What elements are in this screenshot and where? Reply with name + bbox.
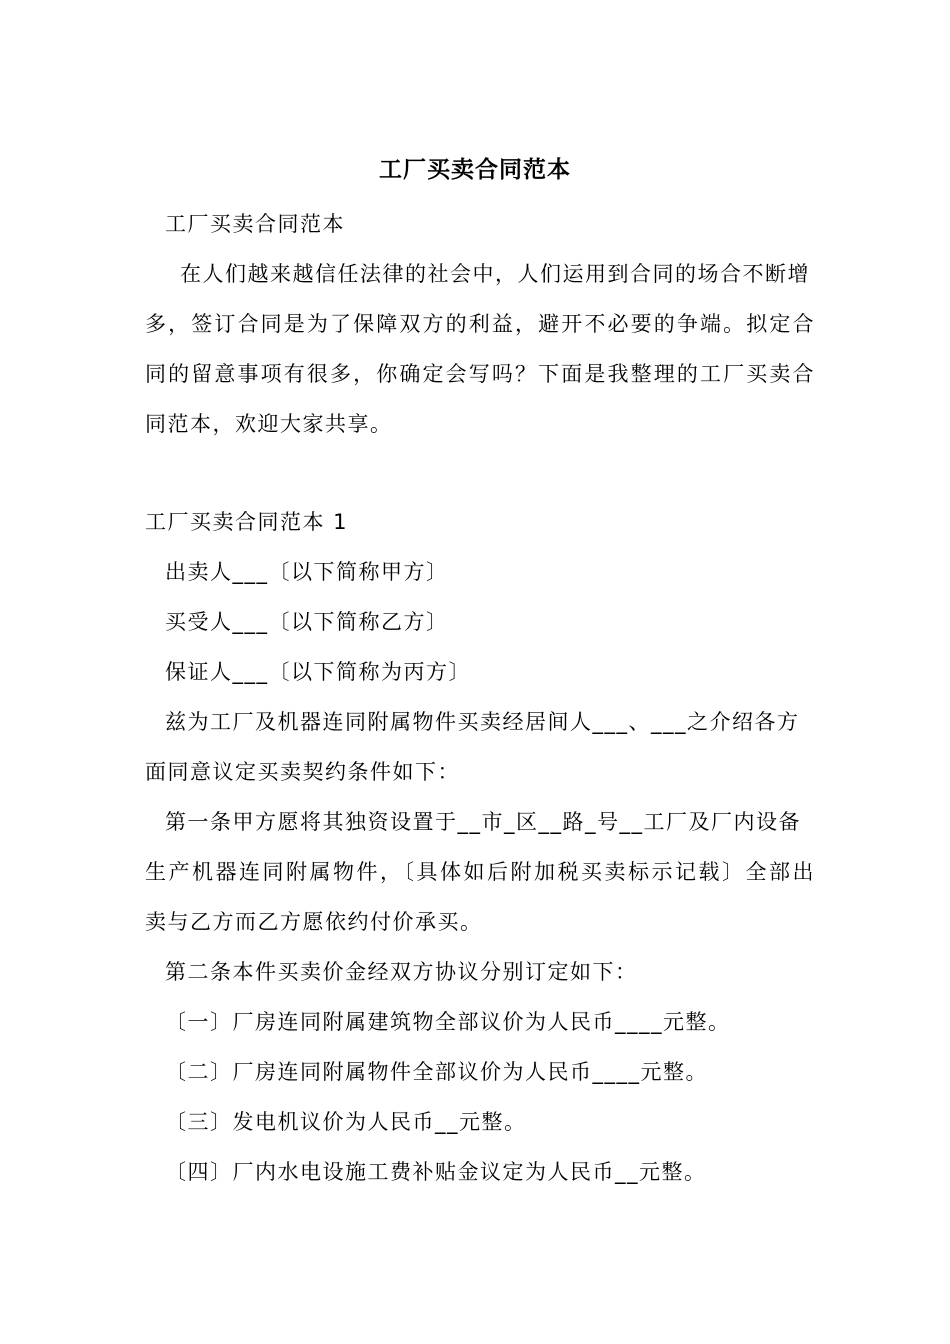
- seller-line: 出卖人___〔以下简称甲方〕: [165, 560, 449, 584]
- price-item-4: 〔四〕厂内水电设施工费补贴金议定为人民币__元整。: [165, 1160, 707, 1184]
- article1-line-2: 生产机器连同附属物件，〔具体如后附加税买卖标示记载〕全部出: [145, 860, 815, 884]
- price-item-1: 〔一〕厂房连同附属建筑物全部议价为人民币____元整。: [165, 1010, 731, 1034]
- section-heading: 工厂买卖合同范本 1: [145, 510, 349, 534]
- article1-line-3: 卖与乙方而乙方愿依约付价承买。: [145, 910, 483, 934]
- intro-line-4: 同范本，欢迎大家共享。: [145, 412, 393, 436]
- article1-line-1: 第一条甲方愿将其独资设置于__市_区__路_号__工厂及厂内设备: [165, 810, 801, 834]
- article2-line: 第二条本件买卖价金经双方协议分别订定如下：: [165, 960, 638, 984]
- preamble-line-2: 面同意议定买卖契约条件如下：: [145, 760, 460, 784]
- intro-line-1: 在人们越来越信任法律的社会中，人们运用到合同的场合不断增: [180, 262, 810, 286]
- document-title: 工厂买卖合同范本: [379, 157, 571, 183]
- intro-line-2: 多，签订合同是为了保障双方的利益，避开不必要的争端。拟定合: [145, 312, 815, 336]
- price-item-3: 〔三〕发电机议价为人民币__元整。: [165, 1110, 527, 1134]
- price-item-2: 〔二〕厂房连同附属物件全部议价为人民币____元整。: [165, 1060, 708, 1084]
- subtitle-line: 工厂买卖合同范本: [165, 212, 345, 236]
- buyer-line: 买受人___〔以下简称乙方〕: [165, 610, 449, 634]
- intro-line-3: 同的留意事项有很多，你确定会写吗？下面是我整理的工厂买卖合: [145, 362, 815, 386]
- preamble-line-1: 兹为工厂及机器连同附属物件买卖经居间人___、___之介绍各方: [165, 710, 800, 734]
- guarantor-line: 保证人___〔以下简称为丙方〕: [165, 660, 471, 684]
